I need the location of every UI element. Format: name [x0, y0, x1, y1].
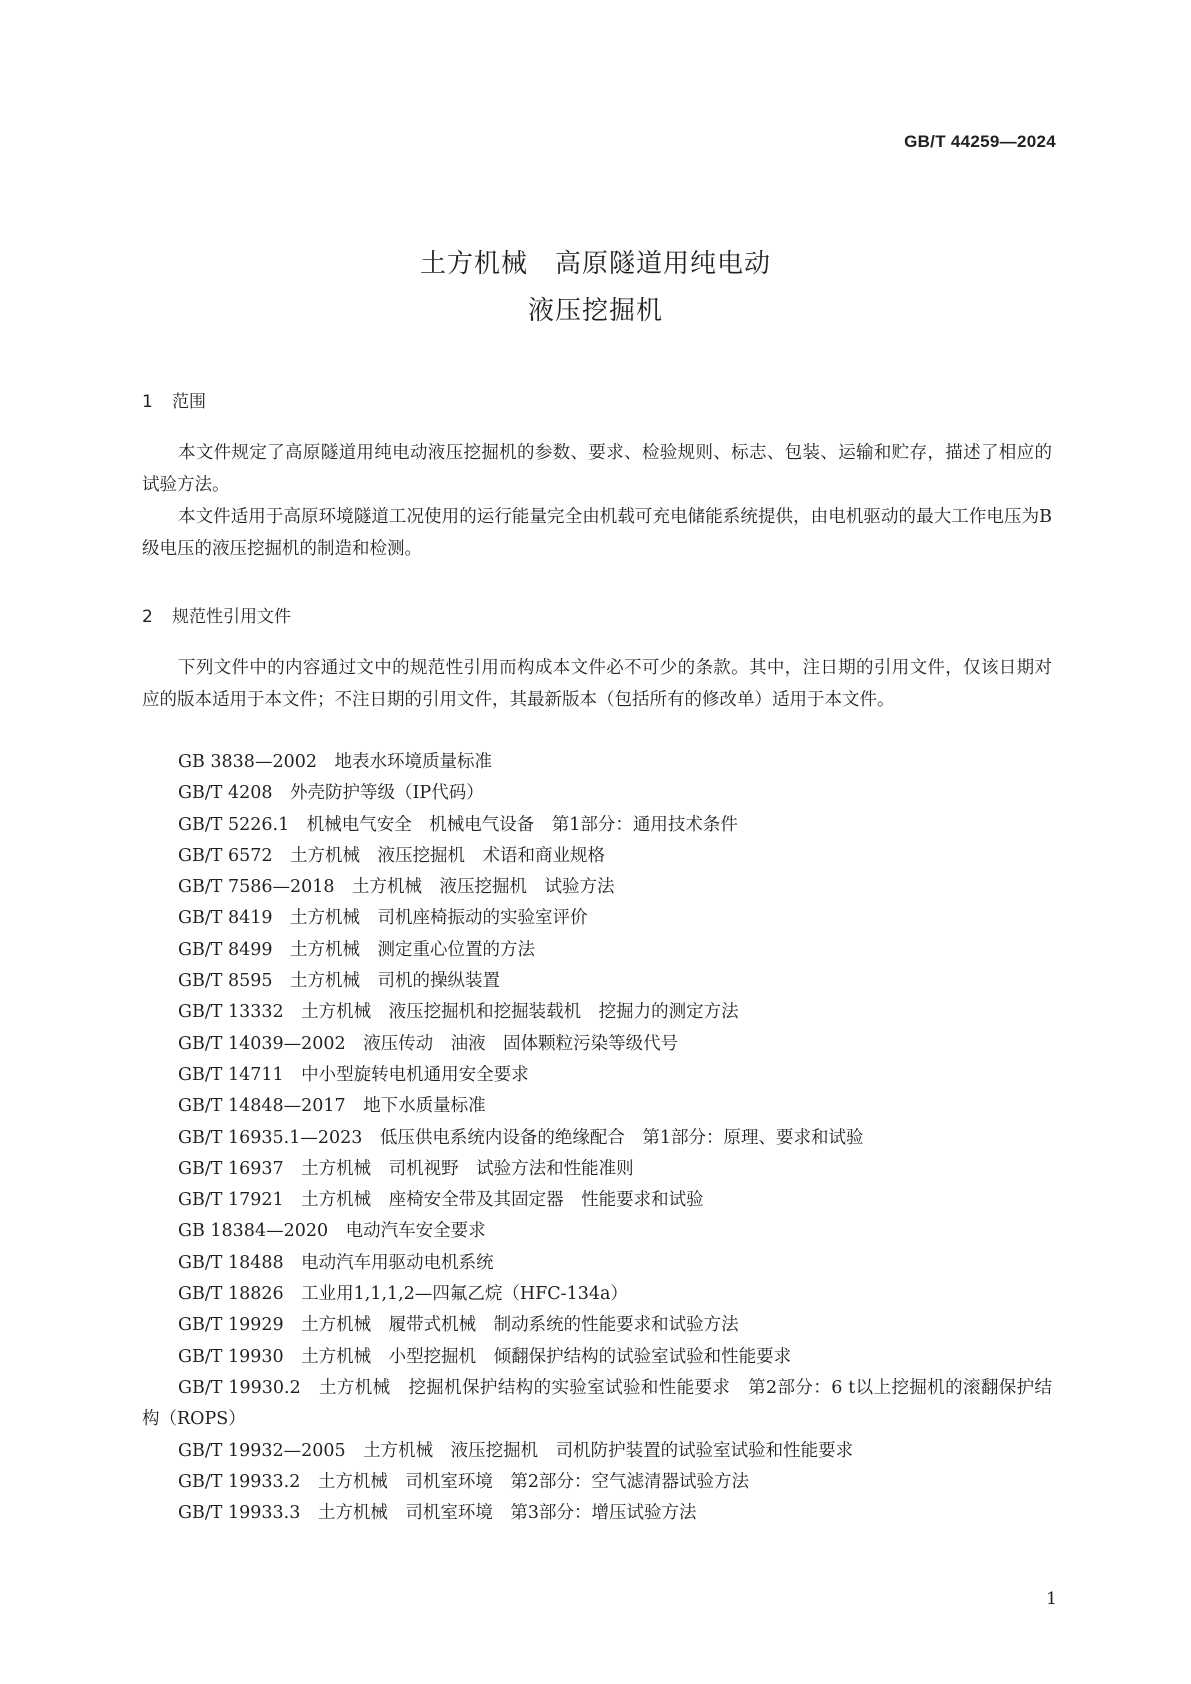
reference-title: 地下水质量标准 — [363, 1096, 486, 1117]
reference-code: GB/T 18488 — [178, 1252, 284, 1273]
reference-title: 电动汽车用驱动电机系统 — [301, 1252, 494, 1273]
reference-title: 工业用1,1,1,2—四氟乙烷（HFC-134a） — [301, 1284, 628, 1305]
reference-code: GB 3838—2002 — [178, 752, 317, 772]
reference-code: GB/T 14848—2017 — [178, 1096, 346, 1117]
reference-title: 土方机械 液压挖掘机 试验方法 — [352, 877, 615, 898]
section-1-title: 范围 — [172, 392, 206, 412]
reference-item — [142, 903, 1052, 934]
reference-code: GB/T 7586—2018 — [178, 877, 335, 898]
reference-code: GB/T 8595 — [178, 971, 273, 992]
reference-item — [142, 810, 1052, 841]
reference-title: 土方机械 测定重心位置的方法 — [290, 939, 536, 960]
reference-title: 土方机械 司机室环境 第3部分：增压试验方法 — [317, 1503, 697, 1524]
section-1-paragraph-1: 本文件规定了高原隧道用纯电动液压挖掘机的参数、要求、检验规则、标志、包装、运输和贮存，描述了相应的试验方法。 — [142, 443, 1052, 495]
reference-item — [142, 1216, 1052, 1247]
reference-title: 土方机械 小型挖掘机 倾翻保护结构的试验室试验和性能要求 — [301, 1346, 792, 1367]
reference-title: 土方机械 座椅安全带及其固定器 性能要求和试验 — [301, 1190, 704, 1211]
reference-item — [142, 747, 1052, 778]
section-1-number: 1 — [142, 392, 153, 412]
reference-code: GB/T 16937 — [178, 1158, 284, 1179]
reference-code: GB/T 14711 — [178, 1064, 284, 1085]
reference-item — [142, 1279, 1052, 1310]
section-2-intro: 下列文件中的内容通过文中的规范性引用而构成本文件必不可少的条款。其中，注日期的引用文件，仅该日期对应的版本适用于本文件；不注日期的引用文件，其最新版本（包括所有的修改单）适用于本文件。 — [142, 658, 1052, 710]
document-title-line-1: 土方机械 高原隧道用纯电动 — [419, 249, 771, 279]
reference-item — [142, 1123, 1052, 1154]
reference-title: 土方机械 液压挖掘机 术语和商业规格 — [290, 845, 606, 866]
reference-item — [142, 1373, 1052, 1436]
reference-item — [142, 1185, 1052, 1216]
reference-code: GB/T 19930 — [178, 1346, 284, 1367]
reference-title: 土方机械 司机座椅振动的实验室评价 — [290, 908, 588, 929]
reference-title: 机械电气安全 机械电气设备 第1部分：通用技术条件 — [306, 814, 738, 835]
reference-title: 土方机械 司机的操纵装置 — [290, 971, 501, 992]
section-2-heading — [142, 602, 291, 627]
reference-item — [142, 1060, 1052, 1091]
reference-title: 土方机械 挖掘机保护结构的实验室试验和性能要求 第2部分：6 t以上挖掘机的滚翻保护结构（ROPS） — [142, 1377, 1052, 1430]
reference-item — [142, 1154, 1052, 1185]
reference-title: 土方机械 履带式机械 制动系统的性能要求和试验方法 — [301, 1315, 739, 1336]
reference-title: 土方机械 司机室环境 第2部分：空气滤清器试验方法 — [317, 1471, 749, 1492]
reference-item — [142, 1342, 1052, 1373]
reference-code: GB 18384—2020 — [178, 1221, 329, 1242]
reference-title: 土方机械 液压挖掘机和挖掘装载机 挖掘力的测定方法 — [301, 1002, 739, 1023]
reference-code: GB/T 16935.1—2023 — [178, 1127, 363, 1148]
reference-item — [142, 1310, 1052, 1341]
reference-code: GB/T 19933.2 — [178, 1471, 301, 1492]
reference-code: GB/T 8419 — [178, 908, 273, 929]
section-1-heading — [142, 387, 206, 412]
section-2-title: 规范性引用文件 — [172, 607, 291, 627]
standard-number: GB/T 44259—2024 — [904, 132, 1056, 151]
reference-code: GB/T 8499 — [178, 939, 273, 960]
reference-item — [142, 1436, 1052, 1467]
reference-item — [142, 1467, 1052, 1498]
section-1-paragraph-2: 本文件适用于高原环境隧道工况使用的运行能量完全由机载可充电储能系统提供，由电机驱动的最大工作电压为B级电压的液压挖掘机的制造和检测。 — [142, 507, 1052, 559]
reference-code: GB/T 4208 — [178, 783, 273, 804]
reference-title: 土方机械 液压挖掘机 司机防护装置的试验室试验和性能要求 — [363, 1440, 854, 1461]
reference-item — [142, 1029, 1052, 1060]
reference-item — [142, 778, 1052, 809]
reference-title: 地表水环境质量标准 — [334, 752, 492, 772]
reference-title: 电动汽车安全要求 — [345, 1221, 486, 1242]
reference-code: GB/T 19933.3 — [178, 1503, 301, 1524]
reference-code: GB/T 14039—2002 — [178, 1033, 346, 1054]
reference-code: GB/T 17921 — [178, 1190, 284, 1211]
reference-code: GB/T 19932—2005 — [178, 1440, 346, 1461]
reference-item — [142, 966, 1052, 997]
reference-title: 低压供电系统内设备的绝缘配合 第1部分：原理、要求和试验 — [379, 1127, 864, 1148]
reference-title: 外壳防护等级（IP代码） — [290, 783, 484, 804]
reference-code: GB/T 19929 — [178, 1315, 284, 1336]
reference-code: GB/T 13332 — [178, 1002, 284, 1023]
reference-title: 液压传动 油液 固体颗粒污染等级代号 — [363, 1033, 679, 1054]
reference-code: GB/T 6572 — [178, 845, 273, 866]
reference-item — [142, 1498, 1052, 1529]
reference-code: GB/T 19930.2 — [178, 1377, 301, 1398]
reference-list — [142, 747, 1052, 1529]
reference-code: GB/T 5226.1 — [178, 814, 290, 835]
reference-code: GB/T 18826 — [178, 1284, 284, 1305]
page-number: 1 — [1046, 1589, 1057, 1609]
reference-item — [142, 1248, 1052, 1279]
section-2-number: 2 — [142, 607, 153, 627]
reference-item — [142, 841, 1052, 872]
reference-title: 土方机械 司机视野 试验方法和性能准则 — [301, 1158, 634, 1179]
reference-item — [142, 872, 1052, 903]
document-title-line-2: 液压挖掘机 — [527, 296, 663, 326]
reference-title: 中小型旋转电机通用安全要求 — [301, 1064, 529, 1085]
reference-item — [142, 997, 1052, 1028]
reference-item — [142, 935, 1052, 966]
reference-item — [142, 1091, 1052, 1122]
